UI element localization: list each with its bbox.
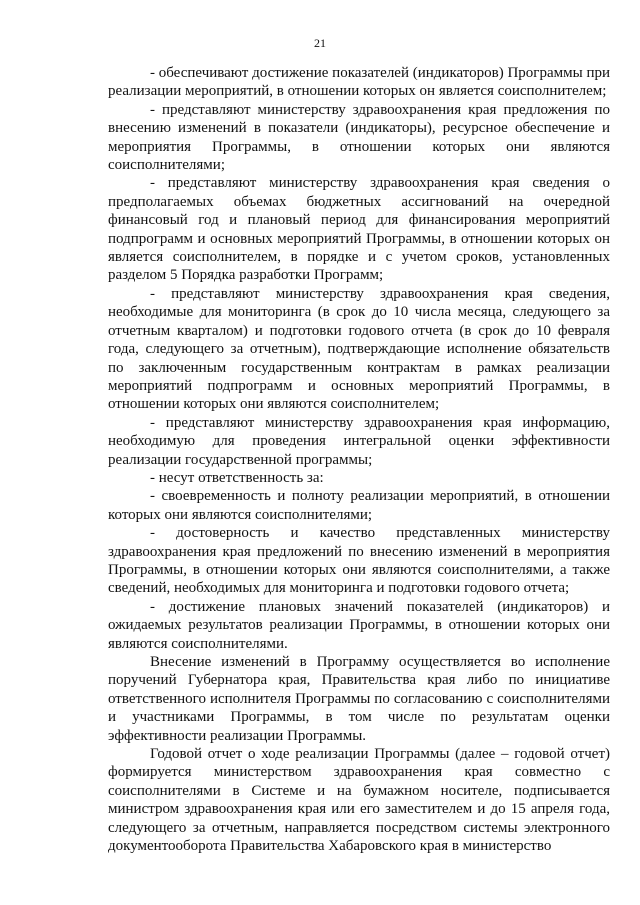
paragraph: Годовой отчет о ходе реализации Программы (далее – годовой отчет) формируется министерством здравоохранения края совместно с соисполнителями в Системе и на бумажном носителе, подписывается министром здравоохранения края или его заместителем и до 15 апреля года, следующего за отчетным, направляется посредством системы электронного документооборота Правительства Хабаровского края в министерство [108, 746, 610, 855]
paragraph: - несут ответственность за: [150, 469, 324, 486]
paragraph: - представляют министерству здравоохранения края информацию, необходимую для проведения интегральной оценки эффективности реализации государственной программы; [108, 414, 610, 468]
page-number: 21 [314, 36, 326, 50]
paragraph: - представляют министерству здравоохранения края предложения по внесению изменений в показатели (индикаторы), ресурсное обеспечение и мероприятия Программы, в отношении которых они являются соисполнителями; [108, 101, 610, 174]
paragraph: - достижение плановых значений показателей (индикаторов) и ожидаемых результатов реализации Программы, в отношении которых они являются соисполнителями. [108, 598, 610, 652]
paragraph: - представляют министерству здравоохранения края сведения, необходимые для мониторинга (в срок до 10 числа месяца, следующего за отчетным кварталом) и подготовки годового отчета (в срок до 10 февраля года, следующего за отчетным), подтверждающие исполнение обязательств по заключенным государственным контрактам в рамках реализации мероприятий подпрограмм и основных мероприятий Программы, в отношении которых они являются соисполнителем; [108, 285, 610, 413]
paragraph: - своевременность и полноту реализации мероприятий, в отношении которых они являются соисполнителями; [108, 488, 610, 523]
paragraph: - достоверность и качество представленных министерству здравоохранения края предложений по внесению изменений в мероприятия Программы, в отношении которых они являются соисполнителями, а также сведений, необходимых для мониторинга и подготовки годового отчета; [108, 525, 610, 597]
body-text [108, 64, 610, 855]
paragraph: - обеспечивают достижение показателей (индикаторов) Программы при реализации мероприятий, в отношении которых он является соисполнителем; [108, 65, 610, 100]
paragraph: Внесение изменений в Программу осуществляется во исполнение поручений Губернатора края, Правительства края либо по инициативе ответственного исполнителя Программы по согласованию с соисполнителями и участниками Программы, в том числе по результатам оценки эффективности реализации Программы. [108, 654, 610, 744]
paragraph: - представляют министерству здравоохранения края сведения о предполагаемых объемах бюджетных ассигнований на очередной финансовый год и плановый период для финансирования мероприятий подпрограмм и основных мероприятий Программы, в отношении которых он является соисполнителем, в порядке и с учетом сроков, установленных разделом 5 Порядка разработки Программ; [108, 175, 610, 284]
